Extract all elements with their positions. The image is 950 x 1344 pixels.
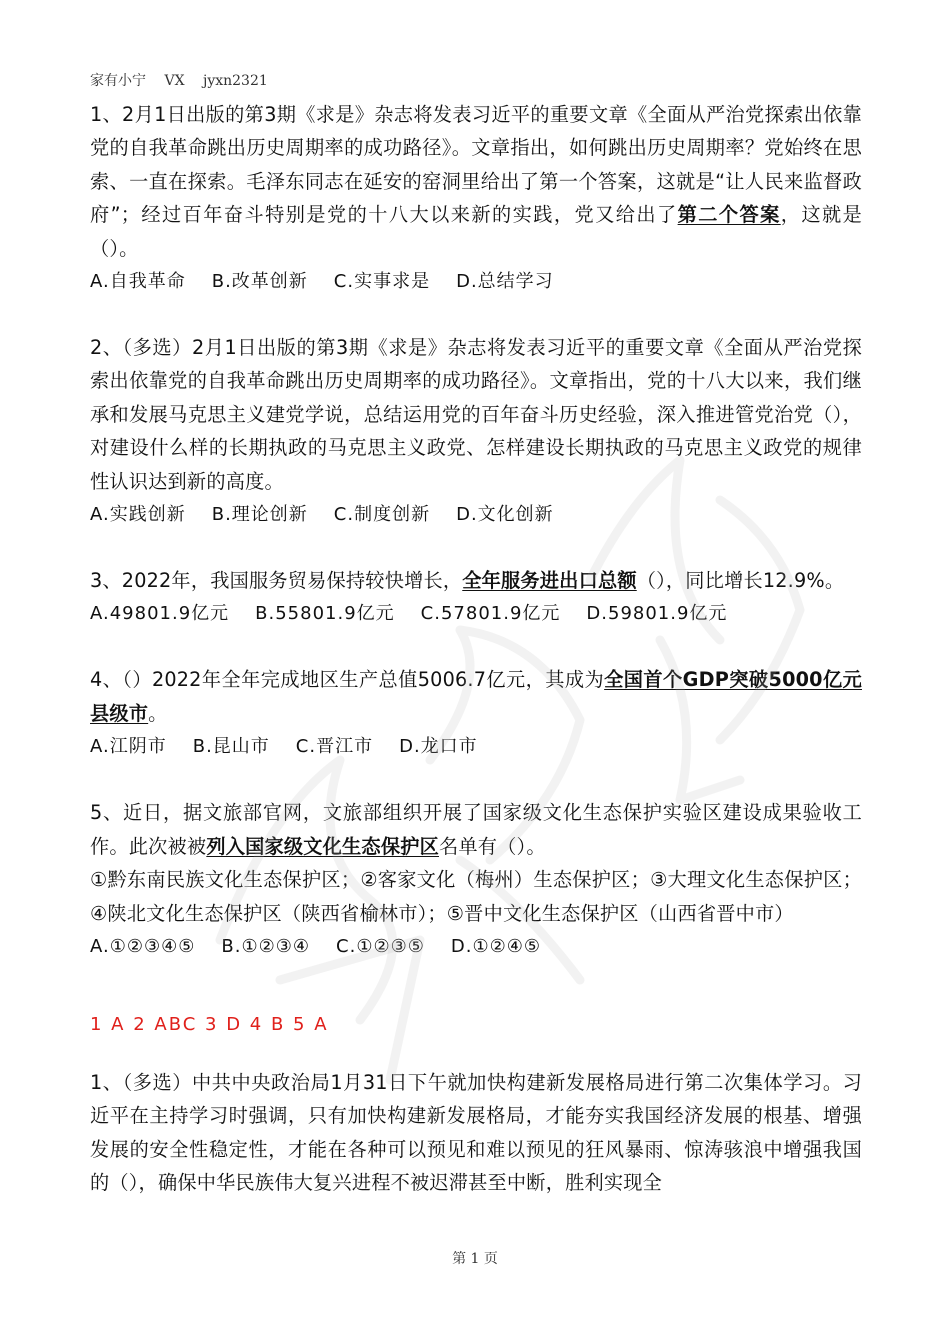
option-a: A.①②③④⑤ — [90, 935, 196, 957]
option-b: B.①②③④ — [221, 935, 311, 957]
question-5-text — [90, 796, 862, 863]
question-2-stem: 2、（多选）2月1日出版的第3期《求是》杂志将发表习近平的重要文章《全面从严治党探索出依靠党的自我革命跳出历史周期率的成功路径》。文章指出，党的十八大以来，我们继承和发展马克思主义建党学说，总结运用党的百年奋斗历史经验，深入推进管党治党（），对建设什么样的长期执政的马克思主义政党、怎样建设长期执政的马克思主义政党的规律性认识达到新的高度。 — [90, 336, 862, 493]
question-5-items: ①黔东南民族文化生态保护区；②客家文化（梅州）生态保护区；③大理文化生态保护区；④陕北文化生态保护区（陕西省榆林市）；⑤晋中文化生态保护区（山西省晋中市） — [90, 868, 862, 925]
question-1-highlight: 第二个答案 — [677, 203, 781, 227]
option-c: C.晋江市 — [295, 736, 374, 758]
option-d: D.龙口市 — [399, 736, 478, 758]
option-a: A.自我革命 — [90, 271, 186, 293]
answer-key: 1 A 2 ABC 3 D 4 B 5 A — [90, 1013, 329, 1035]
option-a: A.49801.9亿元 — [90, 603, 230, 625]
next-question-text: 1、（多选）中共中央政治局1月31日下午就加快构建新发展格局进行第二次集体学习。习近平在主持学习时强调，只有加快构建新发展格局，才能夯实我国经济发展的根基、增强发展的安全性稳定性，才能在各种可以预见和难以预见的狂风暴雨、惊涛骇浪中增强我国的（），确保中华民族伟大复兴进程不被迟滞甚至中断，胜利实现全 — [90, 1070, 862, 1195]
question-4-text — [90, 663, 862, 730]
option-d: D.文化创新 — [456, 504, 554, 526]
page-header — [90, 70, 282, 90]
document-body — [90, 98, 862, 1200]
question-3-highlight: 全年服务进出口总额 — [462, 569, 637, 593]
question-1-text — [90, 98, 862, 265]
option-b: B.昆山市 — [192, 736, 270, 758]
question-2-options — [90, 500, 862, 530]
option-a: A.实践创新 — [90, 504, 186, 526]
page-number: 第 1 页 — [452, 1251, 498, 1267]
question-1-stem: 1、2月1日出版的第3期《求是》杂志将发表习近平的重要文章《全面从严治党探索出依靠党的自我革命跳出历史周期率的成功路径》。文章指出，如何跳出历史周期率？党始终在思索、一直在探索。毛泽东同志在延安的窑洞里给出了第一个答案，这就是“让人民来监督政府”；经过百年奋斗特别是党的十八大以来新的实践，党又给出了 — [90, 103, 862, 227]
option-d: D.①②④⑤ — [450, 935, 542, 957]
question-3-stem-end: （），同比增长12.9%。 — [636, 569, 845, 593]
question-1 — [90, 98, 862, 297]
option-c: C.实事求是 — [333, 271, 431, 293]
option-c: C.制度创新 — [333, 504, 431, 526]
option-d: D.59801.9亿元 — [586, 603, 728, 625]
question-2 — [90, 331, 862, 530]
question-5-stem: 5、近日，据文旅部官网，文旅部组织开展了国家级文化生态保护实验区建设成果验收工作。此次被被 — [90, 801, 862, 858]
question-4-highlight: 全国首个GDP突破5000亿元县级市 — [90, 668, 862, 725]
header-vx: VX — [164, 73, 185, 89]
question-3-options — [90, 599, 862, 629]
question-5 — [90, 796, 862, 962]
option-a: A.江阴市 — [90, 736, 167, 758]
question-3 — [90, 564, 862, 629]
question-4-stem-end: 。 — [148, 701, 168, 725]
question-5-stem-end: 名单有（）。 — [438, 834, 546, 858]
option-c: C.57801.9亿元 — [420, 603, 561, 625]
option-c: C.①②③⑤ — [336, 935, 425, 957]
question-4-options — [90, 732, 862, 762]
option-b: B.55801.9亿元 — [255, 603, 395, 625]
question-5-highlight: 列入国家级文化生态保护区 — [206, 834, 439, 858]
option-b: B.改革创新 — [211, 271, 308, 293]
question-1-stem-end: ，这就是（）。 — [90, 203, 862, 260]
header-id: jyxn2321 — [202, 73, 268, 89]
option-b: B.理论创新 — [211, 504, 308, 526]
header-name: 家有小宁 — [90, 73, 146, 89]
question-5-options — [90, 932, 862, 962]
question-3-stem: 3、2022年，我国服务贸易保持较快增长， — [90, 569, 463, 593]
question-4 — [90, 663, 862, 762]
question-4-stem: 4、（）2022年全年完成地区生产总值5006.7亿元，其成为 — [90, 668, 605, 692]
question-1-options — [90, 267, 862, 297]
question-2-text — [90, 331, 862, 498]
option-d: D.总结学习 — [456, 271, 554, 293]
question-3-text — [90, 564, 862, 597]
